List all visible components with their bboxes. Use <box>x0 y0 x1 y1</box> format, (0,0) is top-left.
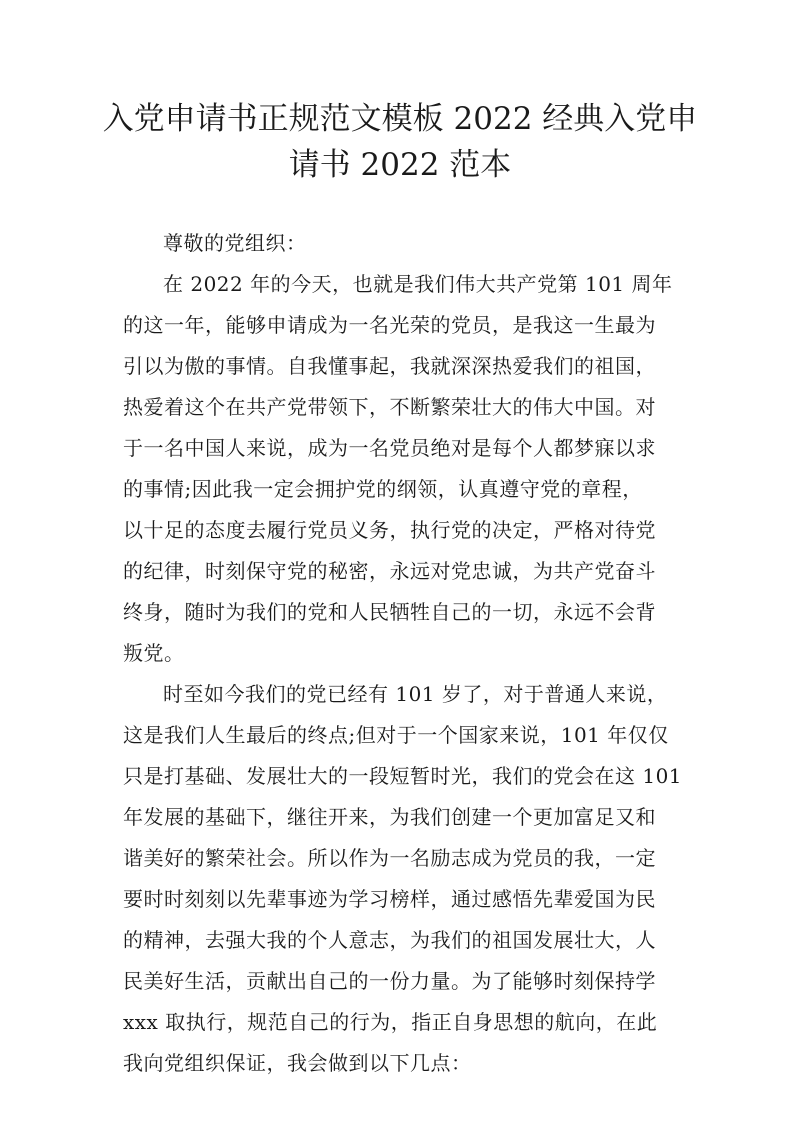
paragraph-2-line-6: 要时时刻刻以先辈事迹为学习榜样，通过感悟先辈爱国为民 <box>123 887 656 911</box>
paragraph-1-line-3: 引以为傲的事情。自我懂事起，我就深深热爱我们的祖国， <box>123 354 656 378</box>
paragraph-2-line-9: xxx 取执行，规范自己的行为，指正自身思想的航向，在此 <box>123 1010 658 1034</box>
paragraph-1-line-5: 于一名中国人来说，成为一名党员绝对是每个人都梦寐以求 <box>123 436 656 460</box>
paragraph-2-line-7: 的精神，去强大我的个人意志，为我们的祖国发展壮大，人 <box>123 928 656 952</box>
paragraph-2-line-2: 这是我们人生最后的终点;但对于一个国家来说，101 年仅仅 <box>123 723 669 747</box>
paragraph-1-line-8: 的纪律，时刻保守党的秘密，永远对党忠诚，为共产党奋斗 <box>123 559 656 583</box>
paragraph-1-line-2: 的这一年，能够申请成为一名光荣的党员，是我这一生最为 <box>123 313 656 337</box>
paragraph-1-line-6: 的事情;因此我一定会拥护党的纲领，认真遵守党的章程， <box>123 477 643 501</box>
paragraph-2-line-1: 时至如今我们的党已经有 101 岁了，对于普通人来说， <box>163 682 668 706</box>
paragraph-2-line-8: 民美好生活，贡献出自己的一份力量。为了能够时刻保持学 <box>123 969 656 993</box>
paragraph-2-line-3: 只是打基础、发展壮大的一段短暂时光，我们的党会在这 101 <box>123 764 683 788</box>
paragraph-1-line-9: 终身，随时为我们的党和人民牺牲自己的一切，永远不会背 <box>123 600 656 624</box>
paragraph-2-line-5: 谐美好的繁荣社会。所以作为一名励志成为党员的我，一定 <box>123 846 656 870</box>
paragraph-2-line-4: 年发展的基础下，继往开来，为我们创建一个更加富足又和 <box>123 805 656 829</box>
salutation: 尊敬的党组织： <box>163 231 307 255</box>
paragraph-1-line-7: 以十足的态度去履行党员义务，执行党的决定，严格对待党 <box>123 518 656 542</box>
paragraph-1-line-10: 叛党。 <box>123 641 185 665</box>
paragraph-2-line-10: 我向党组织保证，我会做到以下几点： <box>123 1051 472 1075</box>
paragraph-1-line-4: 热爱着这个在共产党带领下，不断繁荣壮大的伟大中国。对 <box>123 395 656 419</box>
document-title-line-2: 请书 2022 范本 <box>288 147 512 183</box>
paragraph-1-line-1: 在 2022 年的今天，也就是我们伟大共产党第 101 周年 <box>163 272 673 296</box>
document-title-line-1: 入党申请书正规范文模板 2022 经典入党申 <box>102 101 698 137</box>
